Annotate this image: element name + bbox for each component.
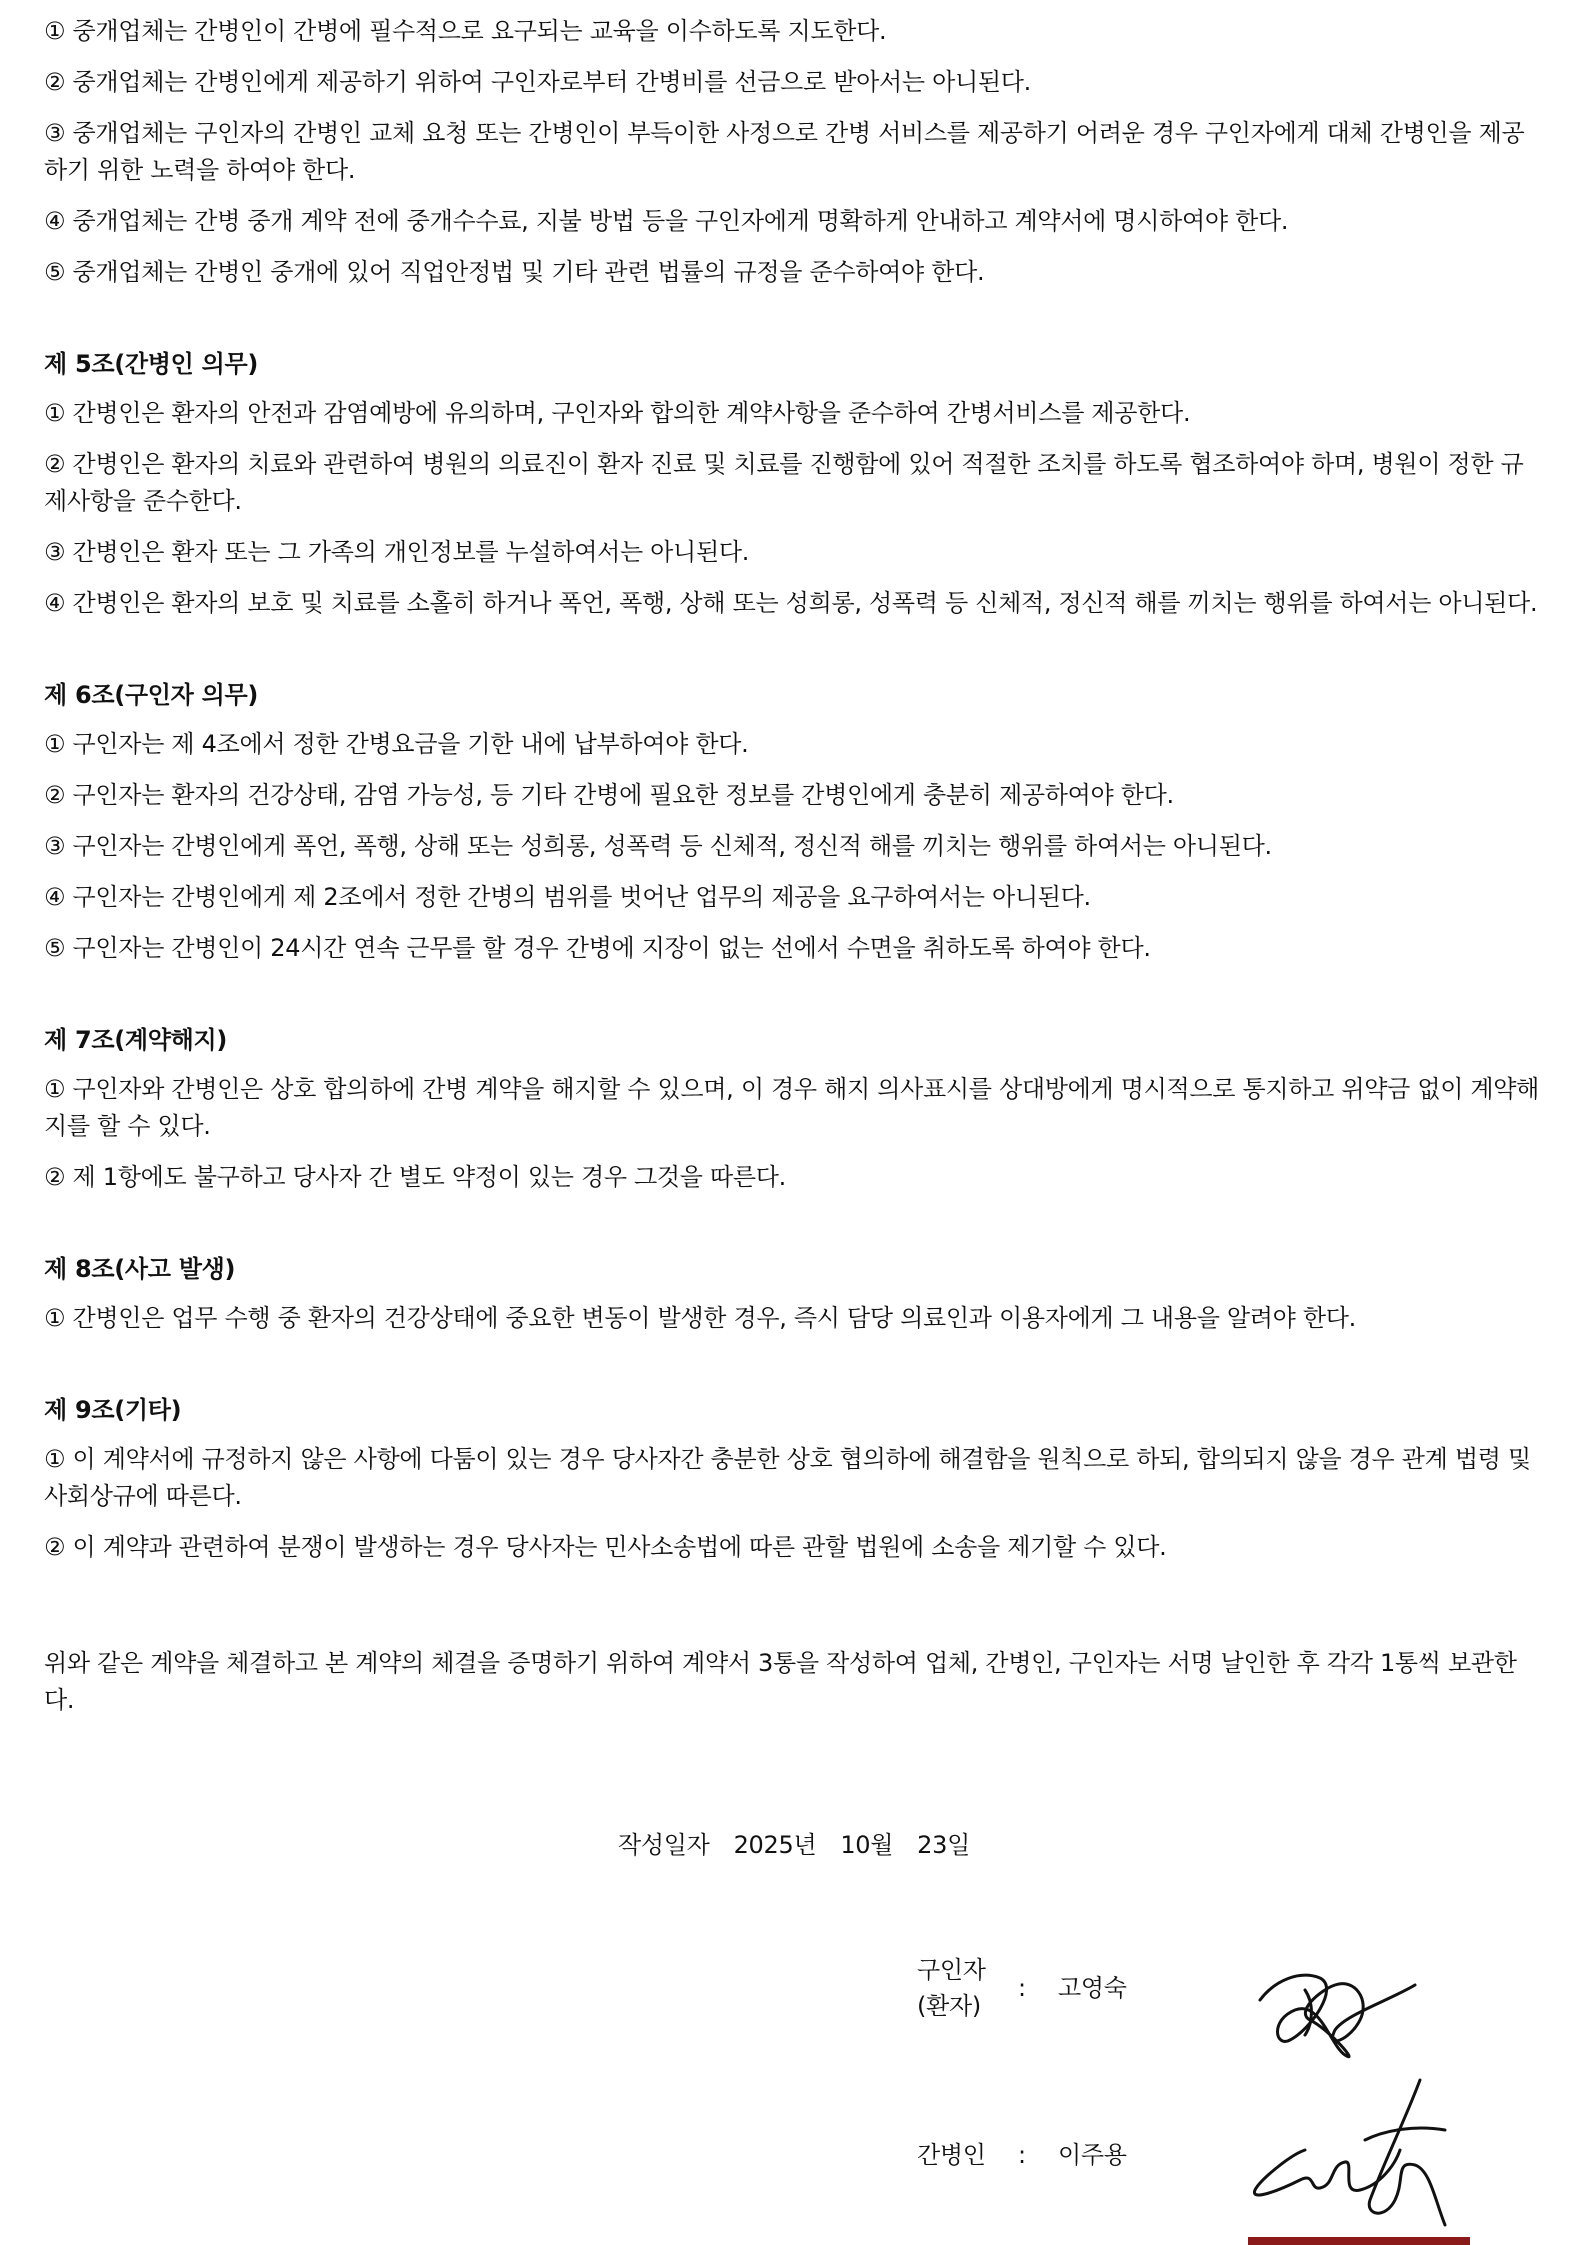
client-label-sub: (환자) (917, 1992, 981, 2020)
article-heading: 제 7조(계약해지) (44, 1026, 228, 1054)
client-name: 고영숙 (1058, 1974, 1127, 2002)
clause-item: ③ 간병인은 환자 또는 그 가족의 개인정보를 누설하여서는 아니된다. (44, 538, 750, 566)
section-article-5 (44, 346, 1544, 622)
clause-item: ① 중개업체는 간병인이 간병에 필수적으로 요구되는 교육을 이수하도록 지도한다. (44, 17, 887, 45)
contract-document (44, 0, 1544, 1719)
clause-item: ① 간병인은 업무 수행 중 환자의 건강상태에 중요한 변동이 발생한 경우, 즉시 담당 의료인과 이용자에게 그 내용을 알려야 한다. (44, 1304, 1356, 1332)
closing-statement: 위와 같은 계약을 체결하고 본 계약의 체결을 증명하기 위하여 계약서 3통을 작성하여 업체, 간병인, 구인자는 서명 날인한 후 각각 1통씩 보관한다. (44, 1649, 1517, 1714)
section-article-8 (44, 1251, 1544, 1337)
date-month: 10월 (840, 1831, 894, 1859)
article-heading: 제 5조(간병인 의무) (44, 350, 259, 378)
clause-item: ② 간병인은 환자의 치료와 관련하여 병원의 의료진이 환자 진료 및 치료를 진행함에 있어 적절한 조치를 하도록 협조하여야 하며, 병원이 정한 규제사항을 준수한다. (44, 450, 1524, 515)
clause-item: ② 중개업체는 간병인에게 제공하기 위하여 구인자로부터 간병비를 선금으로 받아서는 아니된다. (44, 68, 1031, 96)
clause-item: ④ 간병인은 환자의 보호 및 치료를 소홀히 하거나 폭언, 폭행, 상해 또는 성희롱, 성폭력 등 신체적, 정신적 해를 끼치는 행위를 하여서는 아니된다. (44, 589, 1538, 617)
section-article-7 (44, 1022, 1544, 1196)
section-article-9 (44, 1392, 1544, 1566)
section-article-6 (44, 677, 1544, 967)
caregiver-colon: : (1018, 2141, 1026, 2169)
clause-item: ③ 중개업체는 구인자의 간병인 교체 요청 또는 간병인이 부득이한 사정으로 간병 서비스를 제공하기 어려운 경우 구인자에게 대체 간병인을 제공하기 위한 노력을 하여야 한다. (44, 119, 1525, 184)
clause-item: ⑤ 구인자는 간병인이 24시간 연속 근무를 할 경우 간병에 지장이 없는 선에서 수면을 취하도록 하여야 한다. (44, 934, 1151, 962)
article-heading: 제 8조(사고 발생) (44, 1255, 236, 1283)
client-label: 구인자 (917, 1956, 986, 1984)
caregiver-label: 간병인 (917, 2141, 986, 2169)
intro-clause-list (44, 0, 1544, 291)
date-day: 23일 (917, 1831, 970, 1859)
contract-date (0, 1827, 1588, 1864)
clause-item: ⑤ 중개업체는 간병인 중개에 있어 직업안정법 및 기타 관련 법률의 규정을 준수하여야 한다. (44, 258, 985, 286)
caregiver-name: 이주용 (1058, 2141, 1127, 2169)
date-year: 2025년 (733, 1831, 817, 1859)
date-label: 작성일자 (618, 1831, 710, 1859)
clause-item: ① 구인자는 제 4조에서 정한 간병요금을 기한 내에 납부하여야 한다. (44, 730, 749, 758)
clause-item: ② 제 1항에도 불구하고 당사자 간 별도 약정이 있는 경우 그것을 따른다. (44, 1163, 786, 1191)
clause-item: ② 이 계약과 관련하여 분쟁이 발생하는 경우 당사자는 민사소송법에 따른 관할 법원에 소송을 제기할 수 있다. (44, 1533, 1167, 1561)
clause-item: ④ 중개업체는 간병 중개 계약 전에 중개수수료, 지불 방법 등을 구인자에게 명확하게 안내하고 계약서에 명시하여야 한다. (44, 207, 1289, 235)
caregiver-handwritten-signature (1245, 2070, 1475, 2240)
clause-item: ④ 구인자는 간병인에게 제 2조에서 정한 간병의 범위를 벗어난 업무의 제공을 요구하여서는 아니된다. (44, 883, 1091, 911)
clause-item: ② 구인자는 환자의 건강상태, 감염 가능성, 등 기타 간병에 필요한 정보를 간병인에게 충분히 제공하여야 한다. (44, 781, 1174, 809)
clause-item: ① 이 계약서에 규정하지 않은 사항에 다툼이 있는 경우 당사자간 충분한 상호 협의하에 해결함을 원칙으로 하되, 합의되지 않을 경우 관계 법령 및 사회상규에 따른다. (44, 1445, 1531, 1510)
article-heading: 제 9조(기타) (44, 1396, 182, 1424)
clause-item: ① 구인자와 간병인은 상호 합의하에 간병 계약을 해지할 수 있으며, 이 경우 해지 의사표시를 상대방에게 명시적으로 통지하고 위약금 없이 계약해지를 할 수 있다. (44, 1075, 1540, 1140)
clause-item: ① 간병인은 환자의 안전과 감염예방에 유의하며, 구인자와 합의한 계약사항을 준수하여 간병서비스를 제공한다. (44, 399, 1191, 427)
client-colon: : (1018, 1974, 1026, 2002)
stamp-edge-bar (1248, 2237, 1470, 2245)
article-heading: 제 6조(구인자 의무) (44, 681, 259, 709)
client-handwritten-signature (1250, 1960, 1430, 2080)
clause-item: ③ 구인자는 간병인에게 폭언, 폭행, 상해 또는 성희롱, 성폭력 등 신체적, 정신적 해를 끼치는 행위를 하여서는 아니된다. (44, 832, 1272, 860)
